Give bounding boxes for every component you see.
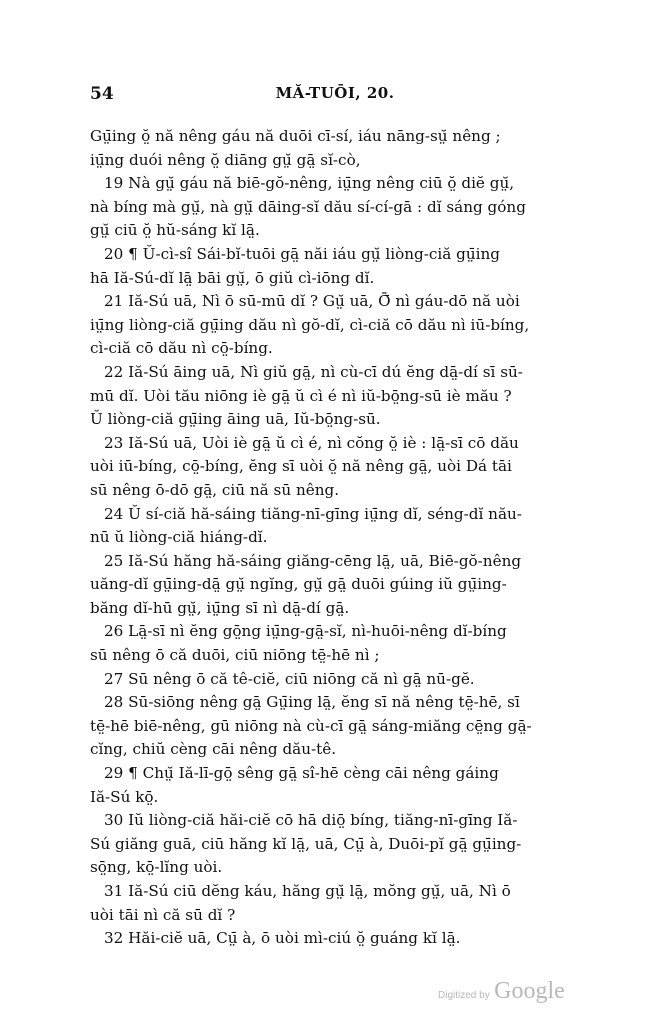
text-line: 23 Iă-Sú uā, Uòi iè gā̤ ŭ cì é, nì cŏng ŏ̤ iè : lā̤-sī cō dău xyxy=(104,433,519,452)
text-line: cĭng, chiŭ cèng cāi nêng dău-tê. xyxy=(90,740,337,759)
google-logo: Google xyxy=(494,978,565,1004)
text-line: 22 Iă-Sú āing uā, Nì giŭ gā̤, nì cù-cī dú ĕng dā̤-dí sī sū- xyxy=(104,362,523,381)
text-line: 30 Iŭ liòng-ciă hăi-ciĕ cō hā diō̤ bíng, tiăng-nī-gīng Iă- xyxy=(104,811,518,830)
text-line: sō̤ng, kō̤-lĭng uòi. xyxy=(90,858,223,877)
watermark-prefix: Digitized by xyxy=(438,990,490,1001)
page-header xyxy=(90,84,580,108)
digitized-by-google-watermark xyxy=(438,978,565,1005)
text-line: uăng-dĭ gṳ̄ing-dā̤ gṳ̆ ngĭng, gṳ̆ gā̤ duōi gúing iŭ gṳ̄ing- xyxy=(90,575,507,594)
text-line: sū nêng ō-dō gā̤, ciū nă sū nêng. xyxy=(90,480,340,499)
text-line: iṳ̄ng liòng-ciă gṳ̄ing dău nì gŏ-dĭ, cì-ciă cō dău nì iū-bíng, xyxy=(90,315,530,334)
text-line: 31 Iă-Sú ciū dĕng káu, hăng gṳ̆ lā̤, mŏng gṳ̆, uā, Nì ō xyxy=(104,882,511,900)
text-line: mū dĭ. Uòi tău niōng iè gā̤ ŭ cì é nì iŭ-bō̤ng-sū iè mău ? xyxy=(90,386,512,405)
text-line: Sú giăng guā, ciū hăng kĭ lā̤, uā, Cṳ̄ à, Duōi-pĭ gā̤ gṳ̄ing- xyxy=(90,834,522,853)
text-line: Ŭ liòng-ciă gṳ̄ing āing uā, Iŭ-bō̤ng-sū. xyxy=(90,410,381,429)
text-line: băng dĭ-hū gṳ̆, iṳ̄ng sī nì dā̤-dí gā̤. xyxy=(90,598,350,617)
text-line: uòi tāi nì că sū dĭ ? xyxy=(90,905,236,924)
text-line: 29 ¶ Chṳ̆ Iă-lī-gō̤ sêng gā̤ sî-hē cèng cāi nêng gáing xyxy=(104,764,499,783)
text-line: 24 Ŭ sí-ciă hă-sáing tiăng-nī-gīng iṳ̄ng dĭ, séng-dĭ nău- xyxy=(104,504,522,523)
text-line: 32 Hăi-ciĕ uā, Cṳ̄ à, ō uòi mì-ciú ŏ̤ guáng kĭ lā̤. xyxy=(104,929,461,948)
text-line: nū ŭ liòng-ciă hiáng-dĭ. xyxy=(90,528,268,547)
text-line: tē̤-hē biē-nêng, gū niōng nà cù-cī gā̤ sáng-miăng cē̤ng gā̤- xyxy=(90,716,532,735)
text-line: Gṳ̄ing ŏ̤ nă nêng gáu nă duōi cī-sí, iáu nāng-sṳ̆ nêng ; xyxy=(90,127,501,145)
text-line: 26 Lā̤-sī nì ĕng gō̤ng iṳ̄ng-gā̤-sĭ, nì-huōi-nêng dĭ-bíng xyxy=(104,622,507,641)
text-line: uòi iū-bíng, cō̤-bíng, ĕng sī uòi ŏ̤ nă nêng gā̤, uòi Dá tāi xyxy=(90,457,512,476)
text-line: 20 ¶ Ŭ-cì-sî Sái-bĭ-tuōi gā̤ năi iáu gṳ̆ liòng-ciă gṳ̄ing xyxy=(104,244,501,263)
running-title: MĂ-TUŌI, 20. xyxy=(275,84,395,102)
text-line: 21 Iă-Sú uā, Nì ō sū-mū dĭ ? Gṳ̆ uā, Ō̄ nì gáu-dō nă uòi xyxy=(104,292,520,311)
text-line: 27 Sū nêng ō că tê-ciĕ, ciū niōng că nì gā̤ nū-gĕ. xyxy=(104,669,475,688)
text-line: gṳ̆ ciū ŏ̤ hŭ-sáng kĭ lā̤. xyxy=(90,221,260,240)
text-line: hā Iă-Sú-dĭ lā̤ bāi gṳ̆, ō giŭ cì-iōng dĭ. xyxy=(90,268,375,287)
text-line: nà bíng mà gṳ̆, nà gṳ̆ dāing-sĭ dău sí-cí-gā : dĭ sáng góng xyxy=(90,197,526,216)
page-number: 54 xyxy=(90,84,114,104)
text-line: 28 Sū-siōng nêng gā̤ Gṳ̄ing lā̤, ĕng sī nă nêng tē̤-hē, sī xyxy=(104,693,520,712)
text-line: cì-ciă cō dău nì cō̤-bíng. xyxy=(90,339,273,358)
body-text xyxy=(90,125,580,951)
text-line: sū nêng ō că duōi, ciū niōng tē̤-hē nì ; xyxy=(90,646,380,665)
text-line: 25 Iă-Sú hăng hă-sáing giăng-cēng lā̤, uā, Biē-gŏ-nêng xyxy=(104,551,522,570)
text-line: Iă-Sú kō̤. xyxy=(90,787,159,806)
text-line: 19 Nà gṳ̆ gáu nă biē-gŏ-nêng, iṳ̄ng nêng ciū ŏ̤ diĕ gṳ̆, xyxy=(104,174,515,193)
text-line: iṳ̄ng duói nêng ŏ̤ diāng gṳ̆ gā̤ sĭ-cò, xyxy=(90,150,361,169)
